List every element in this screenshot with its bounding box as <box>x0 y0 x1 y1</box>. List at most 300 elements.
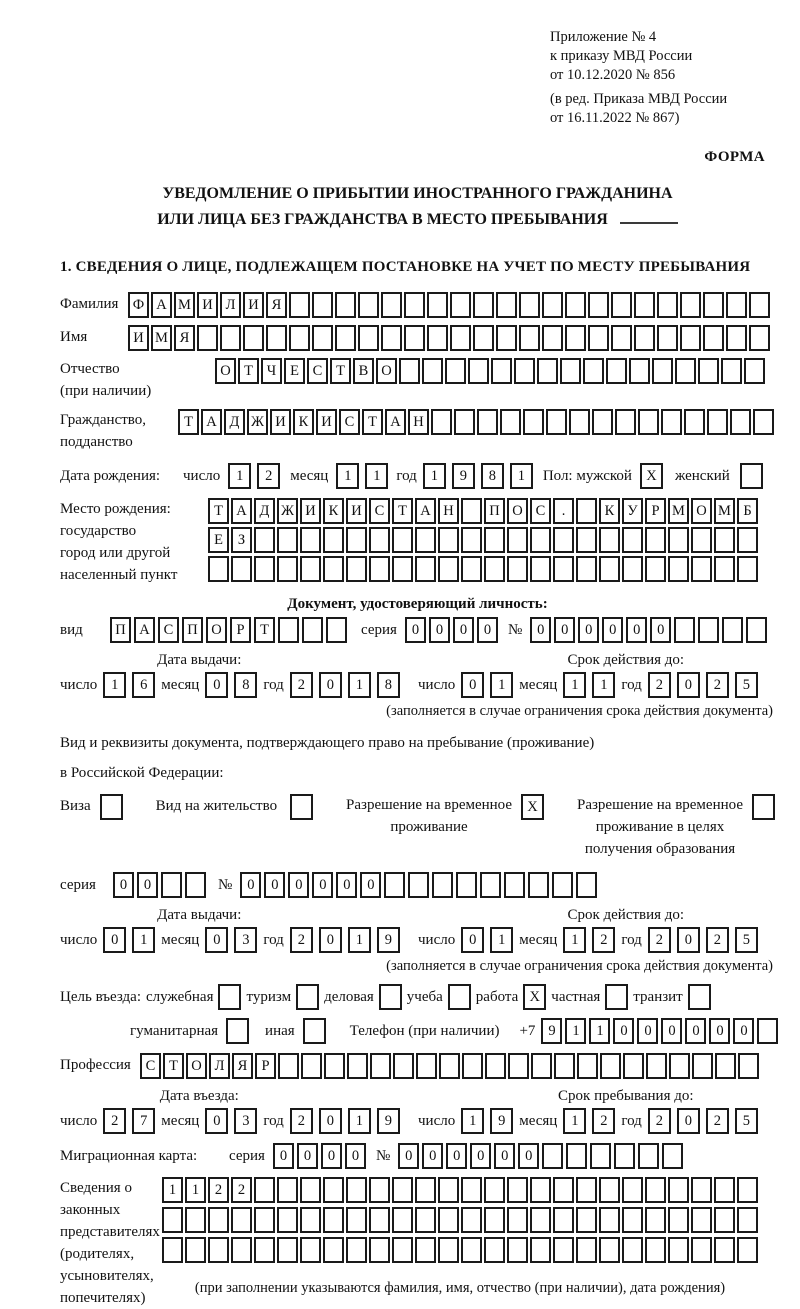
char-cell[interactable] <box>392 527 413 553</box>
char-cell[interactable] <box>588 325 609 351</box>
char-cell[interactable] <box>623 1053 644 1079</box>
char-cell[interactable] <box>484 556 505 582</box>
char-cell[interactable]: К <box>293 409 314 435</box>
char-cell[interactable] <box>438 1177 459 1203</box>
char-cell[interactable] <box>730 409 751 435</box>
char-cell[interactable]: Т <box>178 409 199 435</box>
char-cell[interactable]: Е <box>284 358 305 384</box>
char-cell[interactable] <box>480 872 501 898</box>
char-cell[interactable] <box>565 292 586 318</box>
char-cell[interactable] <box>691 527 712 553</box>
char-cell[interactable] <box>721 358 742 384</box>
char-cell[interactable]: 2 <box>706 672 729 698</box>
char-cell[interactable]: Л <box>220 292 241 318</box>
char-cell[interactable] <box>484 1237 505 1263</box>
char-cell[interactable]: 0 <box>336 872 357 898</box>
char-cell[interactable]: 2 <box>706 1108 729 1134</box>
char-cell[interactable] <box>496 292 517 318</box>
char-cell[interactable]: 0 <box>494 1143 515 1169</box>
char-cell[interactable] <box>162 1207 183 1233</box>
char-cell[interactable] <box>408 872 429 898</box>
char-cell[interactable]: 2 <box>592 927 615 953</box>
char-cell[interactable] <box>461 1237 482 1263</box>
purpose-transit-checkbox[interactable] <box>688 984 711 1010</box>
char-cell[interactable]: Ж <box>247 409 268 435</box>
char-cell[interactable] <box>301 1053 322 1079</box>
char-cell[interactable] <box>523 409 544 435</box>
char-cell[interactable] <box>691 1207 712 1233</box>
char-cell[interactable] <box>668 527 689 553</box>
char-cell[interactable] <box>542 325 563 351</box>
char-cell[interactable] <box>530 556 551 582</box>
char-cell[interactable]: З <box>231 527 252 553</box>
char-cell[interactable]: И <box>197 292 218 318</box>
char-cell[interactable] <box>645 1237 666 1263</box>
char-cell[interactable] <box>185 1237 206 1263</box>
char-cell[interactable]: И <box>270 409 291 435</box>
title-blank-line[interactable] <box>620 211 678 224</box>
char-cell[interactable] <box>254 1177 275 1203</box>
char-cell[interactable] <box>552 872 573 898</box>
char-cell[interactable] <box>254 527 275 553</box>
char-cell[interactable]: 1 <box>162 1177 183 1203</box>
char-cell[interactable]: Т <box>163 1053 184 1079</box>
char-cell[interactable] <box>714 1237 735 1263</box>
char-cell[interactable] <box>185 872 206 898</box>
char-cell[interactable] <box>484 1177 505 1203</box>
char-cell[interactable] <box>519 325 540 351</box>
char-cell[interactable] <box>668 1237 689 1263</box>
char-cell[interactable]: 1 <box>423 463 446 489</box>
char-cell[interactable]: 0 <box>637 1018 658 1044</box>
char-cell[interactable]: 1 <box>490 927 513 953</box>
char-cell[interactable] <box>468 358 489 384</box>
char-cell[interactable] <box>657 325 678 351</box>
purpose-other-checkbox[interactable] <box>303 1018 326 1044</box>
char-cell[interactable] <box>553 1207 574 1233</box>
char-cell[interactable]: 8 <box>377 672 400 698</box>
residence-permit-checkbox[interactable] <box>290 794 313 820</box>
char-cell[interactable]: 9 <box>377 927 400 953</box>
char-cell[interactable]: 0 <box>273 1143 294 1169</box>
char-cell[interactable] <box>692 1053 713 1079</box>
char-cell[interactable]: 0 <box>530 617 551 643</box>
char-cell[interactable] <box>445 358 466 384</box>
char-cell[interactable] <box>680 292 701 318</box>
char-cell[interactable]: 0 <box>205 1108 228 1134</box>
char-cell[interactable]: П <box>182 617 203 643</box>
char-cell[interactable] <box>277 556 298 582</box>
char-cell[interactable]: 0 <box>554 617 575 643</box>
char-cell[interactable] <box>715 1053 736 1079</box>
char-cell[interactable]: М <box>668 498 689 524</box>
char-cell[interactable]: И <box>316 409 337 435</box>
char-cell[interactable]: 8 <box>481 463 504 489</box>
char-cell[interactable]: 1 <box>589 1018 610 1044</box>
char-cell[interactable] <box>454 409 475 435</box>
char-cell[interactable] <box>599 1237 620 1263</box>
char-cell[interactable] <box>680 325 701 351</box>
char-cell[interactable]: Т <box>254 617 275 643</box>
char-cell[interactable]: 2 <box>706 927 729 953</box>
purpose-business-checkbox[interactable] <box>379 984 402 1010</box>
char-cell[interactable]: 1 <box>103 672 126 698</box>
char-cell[interactable] <box>553 527 574 553</box>
char-cell[interactable] <box>415 527 436 553</box>
char-cell[interactable] <box>675 358 696 384</box>
char-cell[interactable] <box>530 1177 551 1203</box>
char-cell[interactable] <box>254 1207 275 1233</box>
char-cell[interactable]: 0 <box>446 1143 467 1169</box>
char-cell[interactable]: Я <box>266 292 287 318</box>
char-cell[interactable] <box>714 556 735 582</box>
char-cell[interactable] <box>738 1053 759 1079</box>
char-cell[interactable]: 8 <box>234 672 257 698</box>
char-cell[interactable] <box>714 1207 735 1233</box>
char-cell[interactable]: 2 <box>648 672 671 698</box>
purpose-humanitarian-checkbox[interactable] <box>226 1018 249 1044</box>
char-cell[interactable] <box>576 556 597 582</box>
char-cell[interactable]: 0 <box>319 672 342 698</box>
char-cell[interactable]: 0 <box>405 617 426 643</box>
char-cell[interactable]: 0 <box>137 872 158 898</box>
char-cell[interactable] <box>404 325 425 351</box>
char-cell[interactable]: 1 <box>336 463 359 489</box>
char-cell[interactable] <box>599 556 620 582</box>
char-cell[interactable] <box>323 527 344 553</box>
char-cell[interactable] <box>622 1237 643 1263</box>
char-cell[interactable] <box>569 409 590 435</box>
char-cell[interactable]: М <box>151 325 172 351</box>
char-cell[interactable] <box>243 325 264 351</box>
char-cell[interactable]: 1 <box>565 1018 586 1044</box>
char-cell[interactable] <box>645 1177 666 1203</box>
char-cell[interactable]: С <box>339 409 360 435</box>
char-cell[interactable] <box>737 1237 758 1263</box>
char-cell[interactable] <box>504 872 525 898</box>
char-cell[interactable] <box>381 325 402 351</box>
char-cell[interactable]: 7 <box>132 1108 155 1134</box>
char-cell[interactable]: 0 <box>461 927 484 953</box>
char-cell[interactable]: Ч <box>261 358 282 384</box>
char-cell[interactable]: 2 <box>103 1108 126 1134</box>
char-cell[interactable] <box>300 1177 321 1203</box>
char-cell[interactable]: Я <box>174 325 195 351</box>
char-cell[interactable]: Т <box>392 498 413 524</box>
char-cell[interactable] <box>277 1177 298 1203</box>
char-cell[interactable] <box>528 872 549 898</box>
char-cell[interactable] <box>278 617 299 643</box>
char-cell[interactable] <box>599 1177 620 1203</box>
char-cell[interactable] <box>737 1177 758 1203</box>
char-cell[interactable]: 3 <box>234 927 257 953</box>
purpose-work-checkbox[interactable]: X <box>523 984 546 1010</box>
char-cell[interactable] <box>714 527 735 553</box>
char-cell[interactable]: О <box>376 358 397 384</box>
char-cell[interactable]: 0 <box>264 872 285 898</box>
char-cell[interactable] <box>691 1177 712 1203</box>
char-cell[interactable]: П <box>484 498 505 524</box>
char-cell[interactable]: К <box>599 498 620 524</box>
char-cell[interactable] <box>369 1207 390 1233</box>
char-cell[interactable]: С <box>530 498 551 524</box>
char-cell[interactable] <box>277 1207 298 1233</box>
char-cell[interactable] <box>674 617 695 643</box>
char-cell[interactable]: 0 <box>113 872 134 898</box>
char-cell[interactable] <box>530 1207 551 1233</box>
char-cell[interactable] <box>600 1053 621 1079</box>
char-cell[interactable]: В <box>353 358 374 384</box>
char-cell[interactable] <box>542 1143 563 1169</box>
char-cell[interactable] <box>622 1207 643 1233</box>
char-cell[interactable] <box>726 325 747 351</box>
char-cell[interactable]: И <box>128 325 149 351</box>
char-cell[interactable]: 2 <box>592 1108 615 1134</box>
char-cell[interactable] <box>346 527 367 553</box>
char-cell[interactable]: О <box>215 358 236 384</box>
char-cell[interactable]: К <box>323 498 344 524</box>
char-cell[interactable]: 2 <box>257 463 280 489</box>
char-cell[interactable]: Т <box>238 358 259 384</box>
char-cell[interactable] <box>323 1237 344 1263</box>
char-cell[interactable] <box>507 1177 528 1203</box>
char-cell[interactable] <box>507 527 528 553</box>
char-cell[interactable] <box>566 1143 587 1169</box>
char-cell[interactable] <box>622 527 643 553</box>
char-cell[interactable] <box>461 498 482 524</box>
char-cell[interactable] <box>484 1207 505 1233</box>
char-cell[interactable] <box>757 1018 778 1044</box>
char-cell[interactable] <box>392 1177 413 1203</box>
char-cell[interactable]: 1 <box>490 672 513 698</box>
char-cell[interactable] <box>592 409 613 435</box>
char-cell[interactable] <box>416 1053 437 1079</box>
char-cell[interactable]: 0 <box>288 872 309 898</box>
char-cell[interactable] <box>289 292 310 318</box>
char-cell[interactable] <box>645 556 666 582</box>
char-cell[interactable]: Ж <box>277 498 298 524</box>
purpose-private-checkbox[interactable] <box>605 984 628 1010</box>
char-cell[interactable]: О <box>691 498 712 524</box>
char-cell[interactable] <box>326 617 347 643</box>
char-cell[interactable] <box>277 1237 298 1263</box>
char-cell[interactable] <box>485 1053 506 1079</box>
char-cell[interactable] <box>346 556 367 582</box>
char-cell[interactable]: 0 <box>461 672 484 698</box>
char-cell[interactable] <box>346 1177 367 1203</box>
char-cell[interactable]: Р <box>645 498 666 524</box>
char-cell[interactable] <box>254 1237 275 1263</box>
char-cell[interactable] <box>162 1237 183 1263</box>
char-cell[interactable]: Д <box>224 409 245 435</box>
char-cell[interactable] <box>744 358 765 384</box>
char-cell[interactable] <box>554 1053 575 1079</box>
char-cell[interactable]: 0 <box>240 872 261 898</box>
char-cell[interactable]: П <box>110 617 131 643</box>
char-cell[interactable] <box>323 1177 344 1203</box>
char-cell[interactable] <box>553 1177 574 1203</box>
char-cell[interactable] <box>645 527 666 553</box>
char-cell[interactable] <box>553 556 574 582</box>
char-cell[interactable] <box>599 1207 620 1233</box>
char-cell[interactable]: А <box>201 409 222 435</box>
char-cell[interactable] <box>565 325 586 351</box>
char-cell[interactable] <box>347 1053 368 1079</box>
char-cell[interactable] <box>553 1237 574 1263</box>
char-cell[interactable]: 0 <box>422 1143 443 1169</box>
char-cell[interactable] <box>726 292 747 318</box>
char-cell[interactable] <box>278 1053 299 1079</box>
char-cell[interactable] <box>611 292 632 318</box>
char-cell[interactable] <box>300 556 321 582</box>
char-cell[interactable]: 5 <box>735 927 758 953</box>
char-cell[interactable] <box>369 556 390 582</box>
char-cell[interactable] <box>370 1053 391 1079</box>
char-cell[interactable]: 3 <box>234 1108 257 1134</box>
char-cell[interactable] <box>358 325 379 351</box>
visa-checkbox[interactable] <box>100 794 123 820</box>
char-cell[interactable]: 0 <box>470 1143 491 1169</box>
char-cell[interactable]: Т <box>362 409 383 435</box>
char-cell[interactable] <box>302 617 323 643</box>
char-cell[interactable] <box>484 527 505 553</box>
char-cell[interactable] <box>496 325 517 351</box>
char-cell[interactable]: У <box>622 498 643 524</box>
char-cell[interactable]: С <box>307 358 328 384</box>
char-cell[interactable] <box>404 292 425 318</box>
char-cell[interactable]: 0 <box>360 872 381 898</box>
char-cell[interactable]: 1 <box>365 463 388 489</box>
char-cell[interactable]: 1 <box>348 672 371 698</box>
char-cell[interactable] <box>381 292 402 318</box>
char-cell[interactable]: Т <box>330 358 351 384</box>
char-cell[interactable] <box>662 1143 683 1169</box>
char-cell[interactable] <box>415 1177 436 1203</box>
char-cell[interactable] <box>289 325 310 351</box>
char-cell[interactable] <box>576 527 597 553</box>
char-cell[interactable] <box>576 1177 597 1203</box>
char-cell[interactable] <box>622 1177 643 1203</box>
char-cell[interactable] <box>707 409 728 435</box>
char-cell[interactable] <box>542 292 563 318</box>
char-cell[interactable] <box>691 1237 712 1263</box>
char-cell[interactable]: Л <box>209 1053 230 1079</box>
char-cell[interactable] <box>703 292 724 318</box>
char-cell[interactable] <box>439 1053 460 1079</box>
char-cell[interactable] <box>657 292 678 318</box>
char-cell[interactable] <box>369 1177 390 1203</box>
char-cell[interactable] <box>358 292 379 318</box>
char-cell[interactable] <box>300 527 321 553</box>
char-cell[interactable] <box>507 556 528 582</box>
char-cell[interactable]: 0 <box>477 617 498 643</box>
char-cell[interactable]: 9 <box>541 1018 562 1044</box>
char-cell[interactable] <box>450 325 471 351</box>
char-cell[interactable] <box>277 527 298 553</box>
char-cell[interactable] <box>638 409 659 435</box>
char-cell[interactable] <box>185 1207 206 1233</box>
char-cell[interactable] <box>312 325 333 351</box>
char-cell[interactable] <box>415 556 436 582</box>
char-cell[interactable] <box>456 872 477 898</box>
char-cell[interactable]: Р <box>255 1053 276 1079</box>
char-cell[interactable] <box>335 292 356 318</box>
char-cell[interactable] <box>749 325 770 351</box>
char-cell[interactable]: 0 <box>613 1018 634 1044</box>
char-cell[interactable] <box>392 1237 413 1263</box>
char-cell[interactable] <box>220 325 241 351</box>
char-cell[interactable]: 1 <box>348 1108 371 1134</box>
char-cell[interactable] <box>462 1053 483 1079</box>
char-cell[interactable]: С <box>158 617 179 643</box>
char-cell[interactable]: А <box>415 498 436 524</box>
char-cell[interactable]: 0 <box>518 1143 539 1169</box>
char-cell[interactable] <box>461 1207 482 1233</box>
char-cell[interactable]: Р <box>230 617 251 643</box>
char-cell[interactable]: М <box>174 292 195 318</box>
char-cell[interactable] <box>530 1237 551 1263</box>
char-cell[interactable]: О <box>206 617 227 643</box>
char-cell[interactable] <box>477 409 498 435</box>
char-cell[interactable] <box>427 292 448 318</box>
char-cell[interactable]: 0 <box>453 617 474 643</box>
char-cell[interactable]: А <box>151 292 172 318</box>
char-cell[interactable] <box>346 1207 367 1233</box>
char-cell[interactable] <box>546 409 567 435</box>
char-cell[interactable] <box>507 1237 528 1263</box>
char-cell[interactable]: 1 <box>228 463 251 489</box>
char-cell[interactable] <box>323 1207 344 1233</box>
char-cell[interactable] <box>634 292 655 318</box>
char-cell[interactable] <box>629 358 650 384</box>
char-cell[interactable] <box>473 325 494 351</box>
char-cell[interactable]: 2 <box>290 672 313 698</box>
char-cell[interactable] <box>231 1207 252 1233</box>
char-cell[interactable] <box>197 325 218 351</box>
char-cell[interactable] <box>615 409 636 435</box>
char-cell[interactable] <box>208 556 229 582</box>
char-cell[interactable] <box>599 527 620 553</box>
char-cell[interactable] <box>415 1237 436 1263</box>
char-cell[interactable] <box>427 325 448 351</box>
char-cell[interactable]: 0 <box>429 617 450 643</box>
char-cell[interactable]: 9 <box>490 1108 513 1134</box>
char-cell[interactable] <box>714 1177 735 1203</box>
char-cell[interactable] <box>432 872 453 898</box>
char-cell[interactable] <box>519 292 540 318</box>
char-cell[interactable] <box>611 325 632 351</box>
char-cell[interactable] <box>614 1143 635 1169</box>
char-cell[interactable]: А <box>134 617 155 643</box>
char-cell[interactable]: Д <box>254 498 275 524</box>
char-cell[interactable] <box>438 1207 459 1233</box>
char-cell[interactable] <box>753 409 774 435</box>
char-cell[interactable]: С <box>369 498 390 524</box>
char-cell[interactable] <box>392 556 413 582</box>
char-cell[interactable] <box>531 1053 552 1079</box>
char-cell[interactable]: 2 <box>648 927 671 953</box>
char-cell[interactable]: 0 <box>661 1018 682 1044</box>
char-cell[interactable]: 0 <box>205 927 228 953</box>
char-cell[interactable] <box>300 1207 321 1233</box>
edu-permit-checkbox[interactable] <box>752 794 775 820</box>
char-cell[interactable] <box>438 527 459 553</box>
char-cell[interactable]: А <box>385 409 406 435</box>
char-cell[interactable] <box>737 1207 758 1233</box>
char-cell[interactable] <box>622 556 643 582</box>
char-cell[interactable] <box>634 325 655 351</box>
char-cell[interactable]: 0 <box>103 927 126 953</box>
